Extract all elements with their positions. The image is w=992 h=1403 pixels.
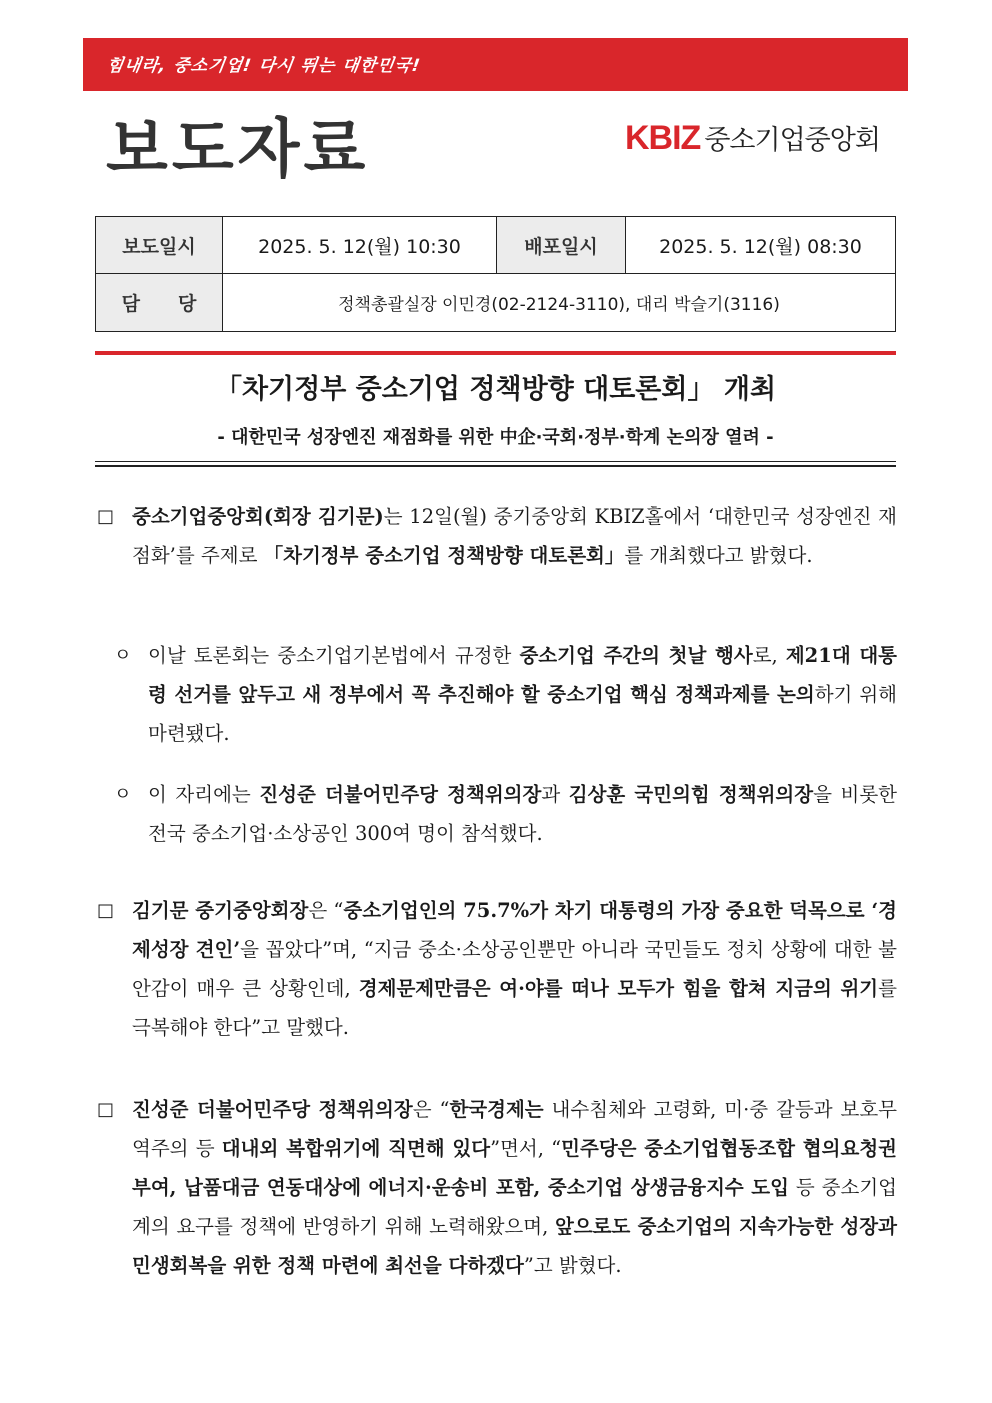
release-row <box>96 217 896 274</box>
release-date-label: 보도일시 <box>96 217 223 274</box>
paragraph-3 <box>148 775 897 853</box>
p3-bold: 진성준 더불어민주당 정책위의장 <box>259 783 542 806</box>
p5-bold: 민주당은 중소기업협동조합 협의요청권 부여, 납품대금 연동대상에 에너지·운송비 포함, 중소기업 상생금융지수 도입 <box>132 1137 897 1199</box>
organization-name: 중소기업중앙회 <box>704 125 880 156</box>
paragraph-2 <box>148 636 897 753</box>
p2-bold: 제21대 대통령 선거를 앞두고 새 정부에서 꼭 추진해야 할 중소기업 핵심 정책과제를 논의 <box>148 644 898 706</box>
p4-text: 은 “ <box>308 899 344 922</box>
p5-text: 은 “ <box>412 1098 450 1121</box>
p2-text: 이날 토론회는 중소기업기본법에서 규정한 <box>148 644 520 667</box>
kbiz-logo-mark: KBIZ <box>625 119 701 157</box>
release-date-value: 2025. 5. 12(월) 10:30 <box>223 217 497 274</box>
p1-text: 를 개최했다고 밝혔다. <box>624 544 813 567</box>
press-release-title: 「차기정부 중소기업 정책방향 대토론회」 개최 <box>214 374 777 405</box>
paragraph-5 <box>132 1090 897 1285</box>
body-divider <box>95 461 896 467</box>
circle-bullet-icon: ㅇ <box>114 784 132 805</box>
document-type-heading: 보도자료 <box>106 113 370 187</box>
p3-text: 을 비롯한 전국 중소기업·소상공인 300여 명이 참석했다. <box>148 783 898 845</box>
paragraph-4 <box>132 891 897 1047</box>
contact-row <box>96 274 896 332</box>
slogan: 힘내라, 중소기업! 다시 뛰는 대한민국! <box>105 56 423 76</box>
p1-text: 는 12일(월) 중기중앙회 KBIZ홀에서 ‘대한민국 성장엔진 재점화’를 주제로 <box>132 505 897 567</box>
p3-bold: 김상훈 국민의힘 정책위의장 <box>568 783 814 806</box>
p5-text: 등 중소기업계의 요구를 정책에 반영하기 위해 노력해왔으며, <box>132 1176 897 1238</box>
p4-text: 을 꼽았다”며, “지금 중소·소상공인뿐만 아니라 국민들도 정치 상황에 대한 불안감이 매우 큰 상황인데, <box>132 938 898 1000</box>
p3-text: 과 <box>541 783 569 806</box>
p2-bold: 중소기업 주간의 첫날 행사 <box>519 644 753 667</box>
p5-text: ”면서, “ <box>490 1137 562 1160</box>
release-info-table <box>95 216 896 332</box>
p4-bold: 중소기업인의 75.7%가 차기 대통령의 가장 중요한 덕목으로 ‘경제성장 견인’ <box>132 899 897 961</box>
p4-text: 를 극복해야 한다”고 말했다. <box>132 977 897 1039</box>
p5-bold: 한국경제는 <box>449 1098 544 1121</box>
square-bullet-icon: □ <box>97 1099 115 1120</box>
square-bullet-icon: □ <box>97 900 115 921</box>
press-release-subtitle: - 대한민국 성장엔진 재점화를 위한 中企·국회·정부·학계 논의장 열려 - <box>217 427 774 448</box>
p5-bold: 진성준 더불어민주당 정책위의장 <box>132 1098 413 1121</box>
p5-text: ”고 밝혔다. <box>523 1254 622 1277</box>
circle-bullet-icon: ㅇ <box>114 645 132 666</box>
top-banner <box>83 38 908 91</box>
p5-bold: 대내외 복합위기에 직면해 있다 <box>221 1137 491 1160</box>
p4-bold: 경제문제만큼은 여·야를 떠나 모두가 힘을 합쳐 지금의 위기 <box>358 977 879 1000</box>
p3-text: 이 자리에는 <box>148 783 260 806</box>
p5-bold: 앞으로도 중소기업의 지속가능한 성장과 민생회복을 위한 정책 마련에 최선을 다하겠다 <box>132 1215 897 1277</box>
distribution-date-value: 2025. 5. 12(월) 08:30 <box>626 217 896 274</box>
p2-text: 하기 위해 마련됐다. <box>148 683 898 745</box>
p1-bold: 중소기업중앙회(회장 김기문) <box>132 505 384 528</box>
p1-bold: 「차기정부 중소기업 정책방향 대토론회」 <box>263 544 625 567</box>
paragraph-1 <box>132 497 897 575</box>
square-bullet-icon: □ <box>97 506 115 527</box>
distribution-date-label: 배포일시 <box>497 217 626 274</box>
contact-value: 정책총괄실장 이민경(02-2124-3110), 대리 박슬기(3116) <box>223 274 896 332</box>
title-divider <box>95 351 896 355</box>
p4-bold: 김기문 중기중앙회장 <box>132 899 309 922</box>
contact-label: 담 당 <box>96 274 223 332</box>
organization-logo <box>625 118 880 158</box>
p2-text: 로, <box>752 644 786 667</box>
p5-text: 내수침체와 고령화, 미·중 갈등과 보호무역주의 등 <box>132 1098 897 1160</box>
